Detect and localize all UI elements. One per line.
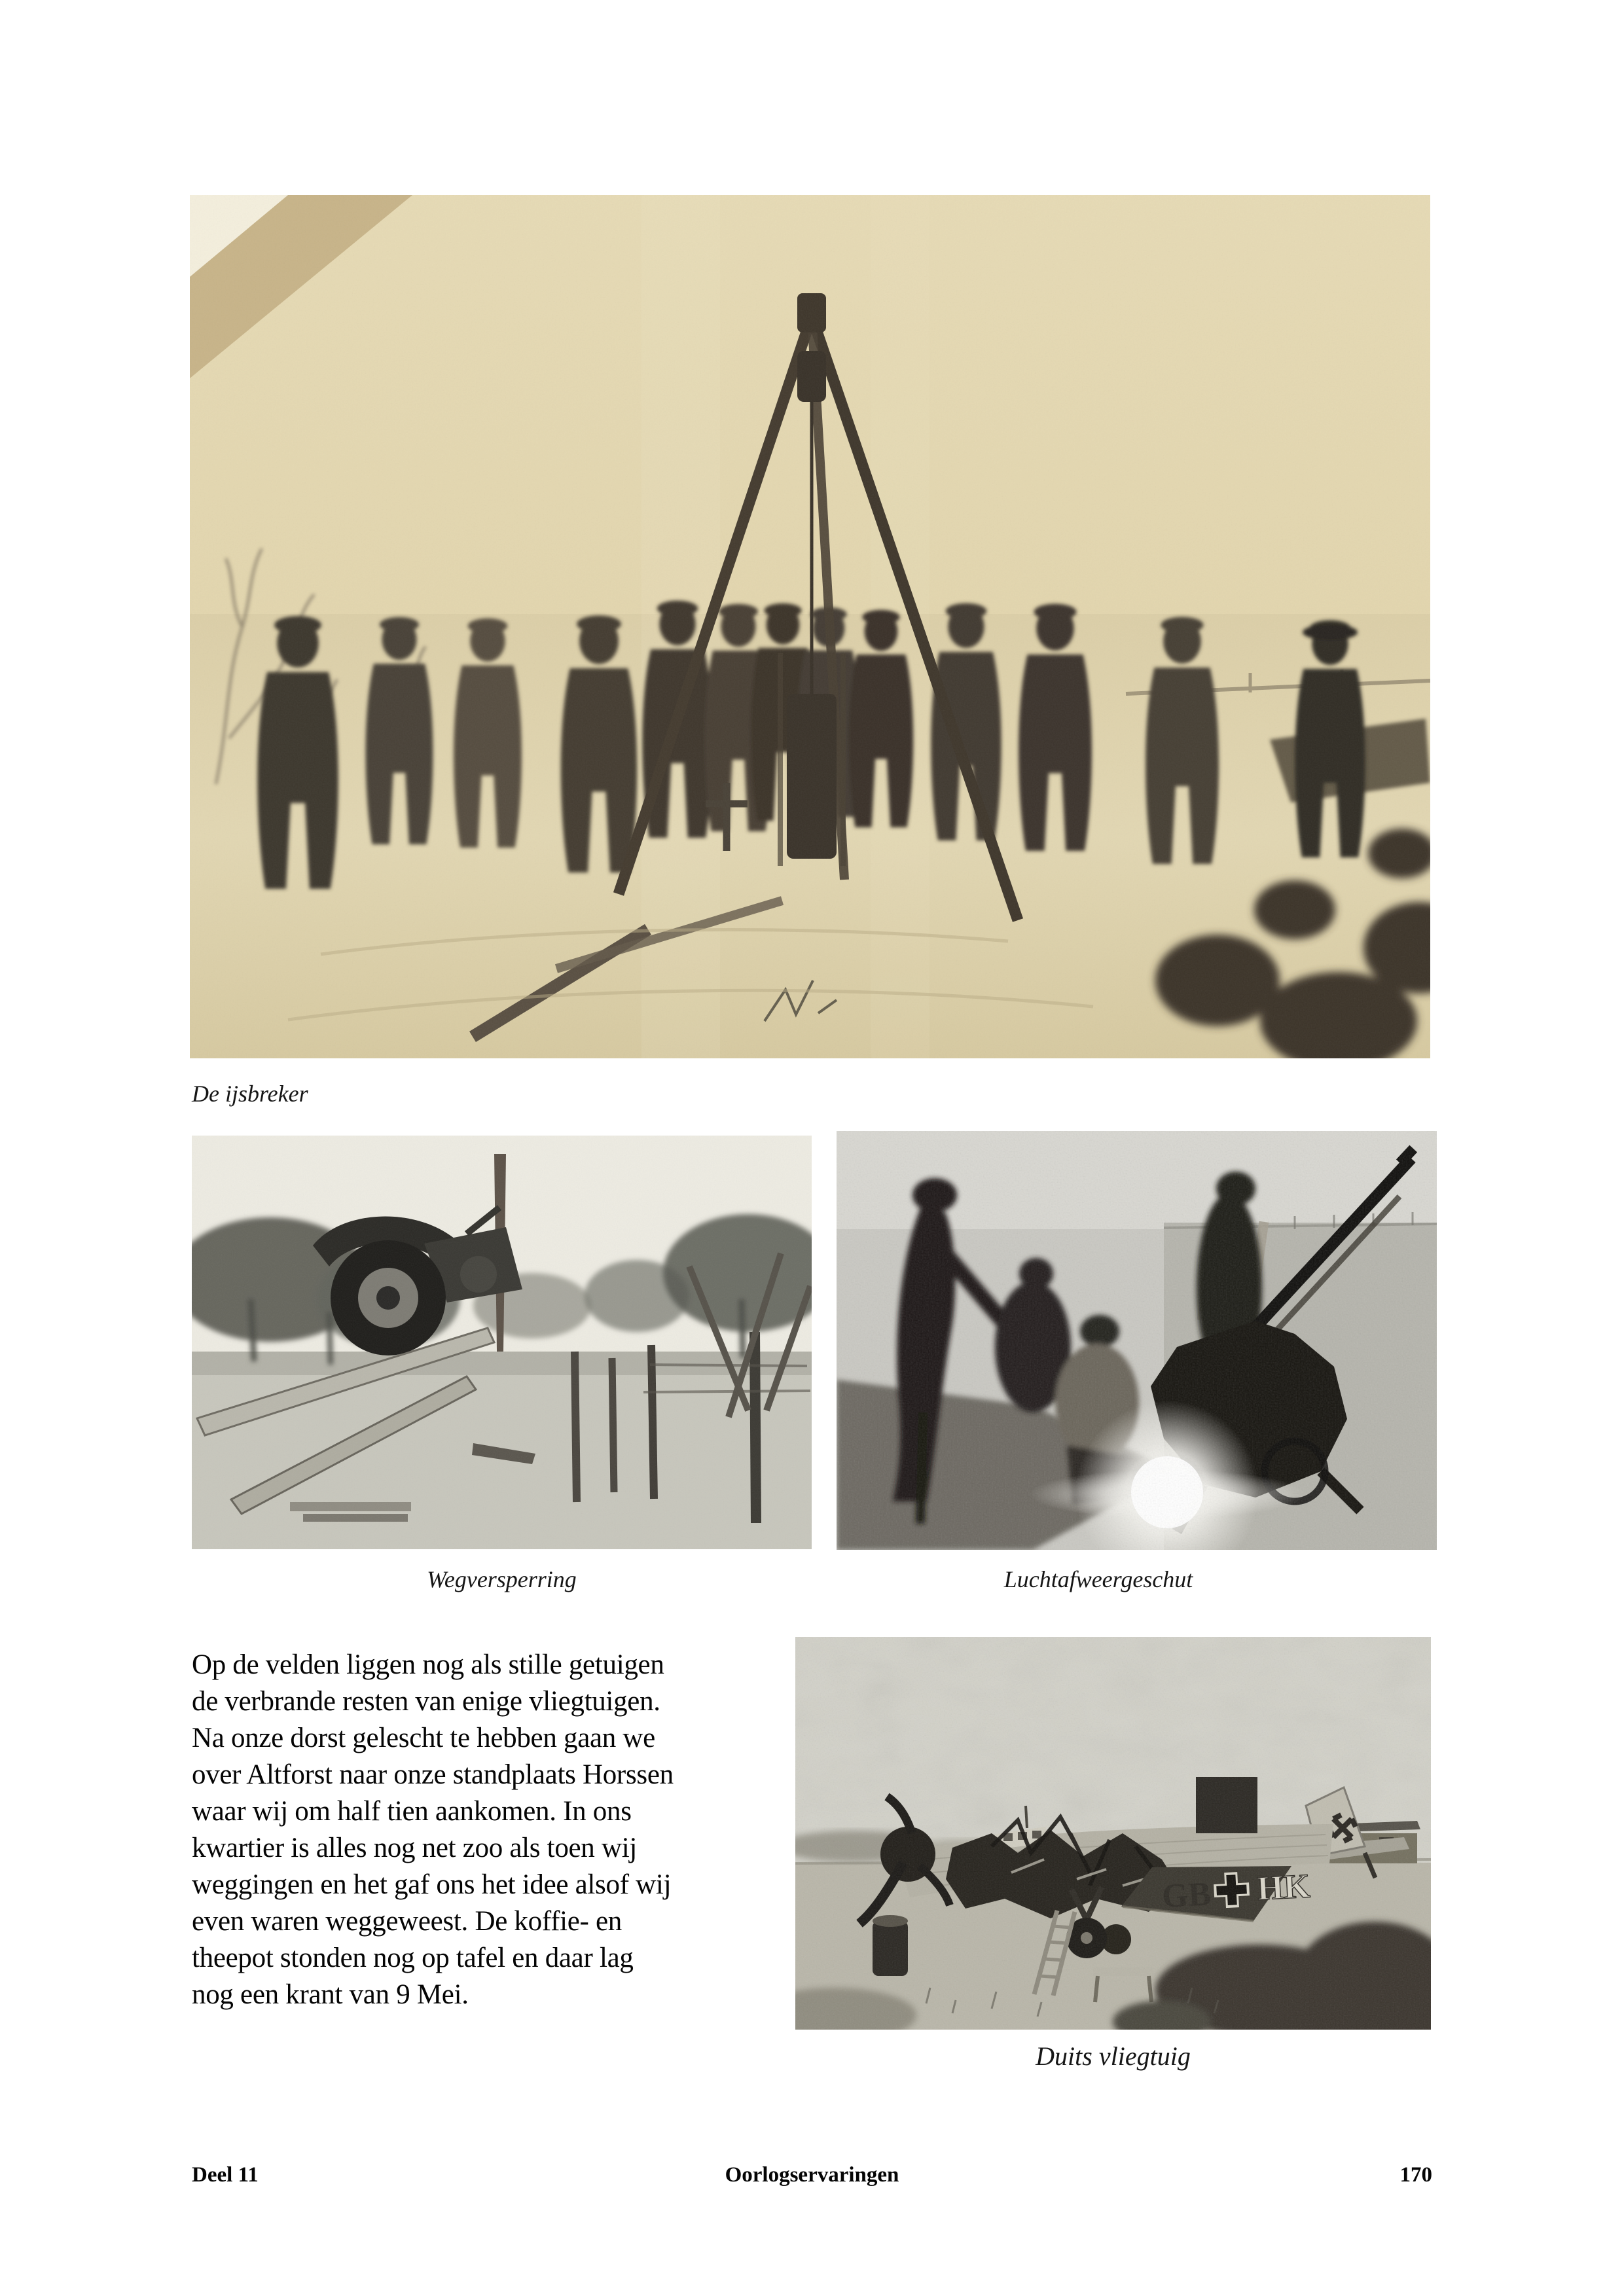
footer-part-label: Deel 11 <box>192 2163 259 2187</box>
paragraph-line: weggingen en het gaf ons het idee alsof wij <box>192 1869 672 1900</box>
photo-wegversperring <box>192 1136 812 1549</box>
paragraph-line: even waren weggeweest. De koffie- en <box>192 1906 622 1937</box>
wegversperring-scene <box>192 1136 812 1549</box>
paragraph-line: de verbrande resten van enige vliegtuigen. <box>192 1686 660 1717</box>
paragraph-line: Na onze dorst gelescht te hebben gaan we <box>192 1723 655 1753</box>
film-grain <box>192 1136 812 1549</box>
duits-vliegtuig-scene <box>795 1637 1431 2030</box>
film-grain <box>795 1637 1431 2030</box>
ijsbreker-scene <box>190 195 1430 1058</box>
caption-luchtafweergeschut: Luchtafweergeschut <box>1003 1566 1193 1592</box>
paragraph-line: waar wij om half tien aankomen. In ons <box>192 1796 632 1827</box>
photo-luchtafweergeschut <box>837 1131 1437 1550</box>
photo-duits-vliegtuig <box>795 1637 1431 2030</box>
caption-wegversperring: Wegversperring <box>427 1566 577 1592</box>
film-grain <box>190 195 1430 1058</box>
paragraph-line: theepot stonden nog op tafel en daar lag <box>192 1943 634 1973</box>
caption-ijsbreker: De ijsbreker <box>192 1081 308 1107</box>
paragraph-line: Op de velden liggen nog als stille getuigen <box>192 1649 664 1680</box>
paragraph-line: kwartier is alles nog net zoo als toen wij <box>192 1833 637 1863</box>
paragraph-line: over Altforst naar onze standplaats Horssen <box>192 1759 674 1790</box>
footer-page-number: 170 <box>1399 2163 1432 2187</box>
luchtafweergeschut-scene <box>837 1131 1437 1550</box>
footer-title: Oorlogservaringen <box>725 2163 899 2187</box>
caption-duits-vliegtuig: Duits vliegtuig <box>1036 2041 1191 2071</box>
film-grain <box>837 1131 1437 1550</box>
paragraph-line: nog een krant van 9 Mei. <box>192 1979 469 2010</box>
body-paragraph <box>192 1647 784 2013</box>
photo-ijsbreker <box>190 195 1430 1058</box>
